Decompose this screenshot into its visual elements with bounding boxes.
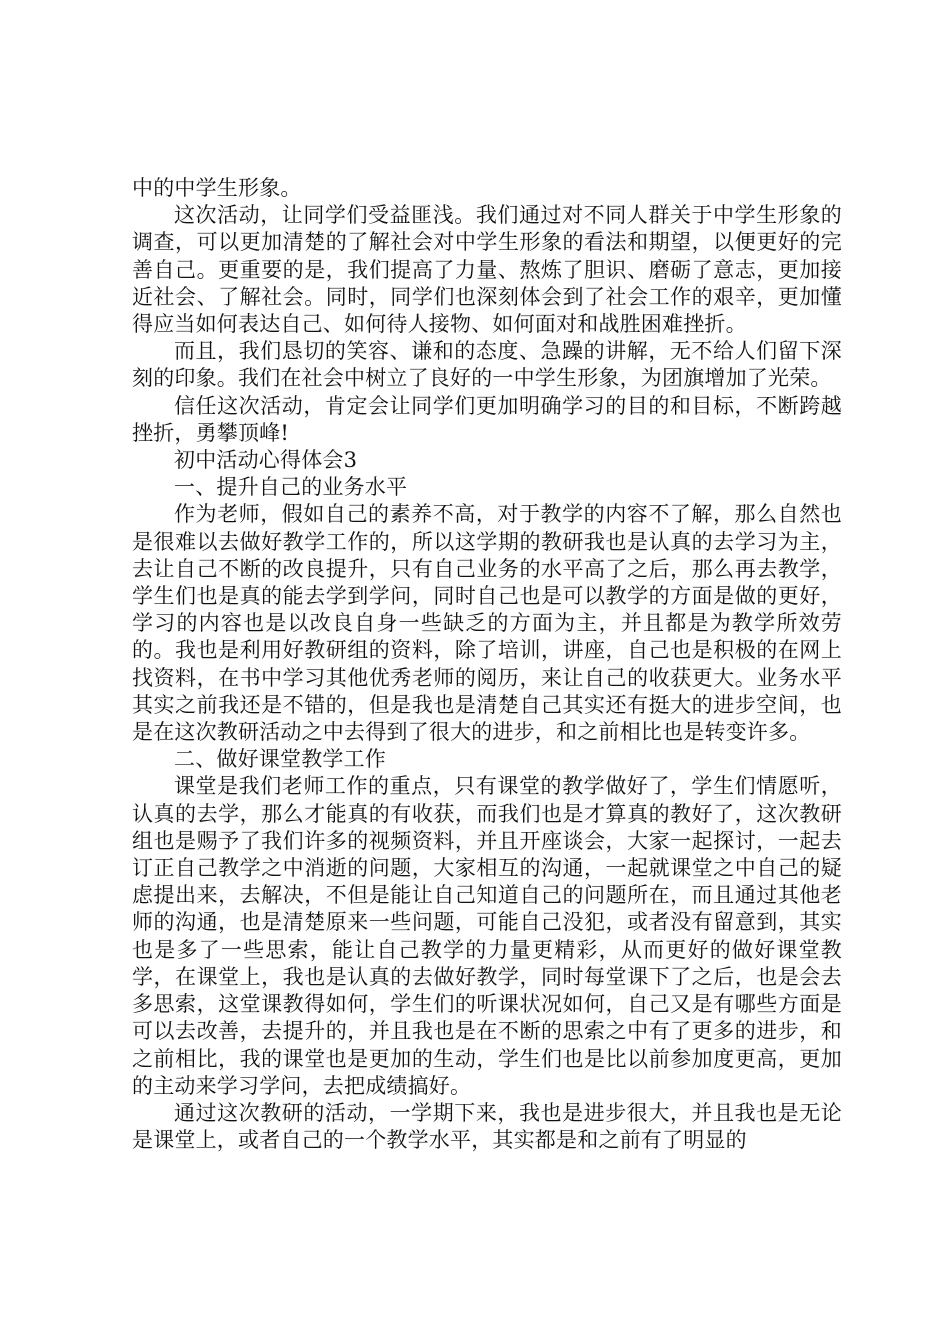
paragraph-continuation: 中的中学生形象。 <box>132 176 302 200</box>
paragraph-business-level: 作为老师，假如自己的素养不高，对于教学的内容不了解，那么自然也是很难以去做好教学工作的，所以这学期的教研我也是认真的去学习为主，去让自己不断的改良提升，只有自己业务的水平高了之后，那么再去教学，学生们也是真的能去学到学问，同时自己也是可以教学的方面是做的更好，学习的内容也是以改良自身一些缺乏的方面为主，并且都是为教学所效劳的。我也是利用好教研组的资料，除了培训，讲座，自己也是积极的在网上找资料，在书中学习其他优秀老师的阅历，来让自己的收获更大。业务水平其实之前我还是不错的，但是我也是清楚自己其实还有挺大的进步空间，也是在这次教研活动之中去得到了很大的进步，和之前相比也是转变许多。 <box>132 502 842 745</box>
paragraph-impression: 而且，我们恳切的笑容、谦和的态度、急躁的讲解，无不给人们留下深刻的印象。我们在社会中树立了良好的一中学生形象，为团旗增加了光荣。 <box>132 339 842 391</box>
paragraph-classroom-teaching: 课堂是我们老师工作的重点，只有课堂的教学做好了，学生们情愿听，认真的去学，那么才能真的有收获，而我们也是才算真的教好了，这次教研组也是赐予了我们许多的视频资料，并且开座谈会，大家一起探讨，一起去订正自己教学之中消逝的问题，大家相互的沟通，一起就课堂之中自己的疑虑提出来，去解决，不但是能让自己知道自己的问题所在，而且通过其他老师的沟通，也是清楚原来一些问题，可能自己没犯，或者没有留意到，其实也是多了一些思索，能让自己教学的力量更精彩，从而更好的做好课堂教学，在课堂上，我也是认真的去做好教学，同时每堂课下了之后，也是会去多思索，这堂课教得如何，学生们的听课状况如何，自己又是有哪些方面是可以去改善，去提升的，并且我也是在不断的思索之中有了更多的进步，和之前相比，我的课堂也是更加的生动，学生们也是比以前参加度更高，更加的主动来学习学问，去把成绩搞好。 <box>132 774 842 1098</box>
paragraph-summary: 通过这次教研的活动，一学期下来，我也是进步很大，并且我也是无论是课堂上，或者自己的一个教学水平，其实都是和之前有了明显的 <box>132 1100 842 1153</box>
heading-2: 二、做好课堂教学工作 <box>174 747 386 772</box>
section-title: 初中活动心得体会3 <box>174 448 358 473</box>
paragraph-goals: 信任这次活动，肯定会让同学们更加明确学习的目的和目标，不断跨越挫折，勇攀顶峰! <box>132 393 842 445</box>
heading-1: 一、提升自己的业务水平 <box>174 475 408 500</box>
document-body <box>132 175 842 1154</box>
paragraph-activity-benefits: 这次活动，让同学们受益匪浅。我们通过对不同人群关于中学生形象的调查，可以更加清楚的了解社会对中学生形象的看法和期望，以便更好的完善自己。更重要的是，我们提高了力量、熬炼了胆识、磨砺了意志，更加接近社会、了解社会。同时，同学们也深刻体会到了社会工作的艰辛，更加懂得应当如何表达自己、如何待人接物、如何面对和战胜困难挫折。 <box>132 203 842 337</box>
